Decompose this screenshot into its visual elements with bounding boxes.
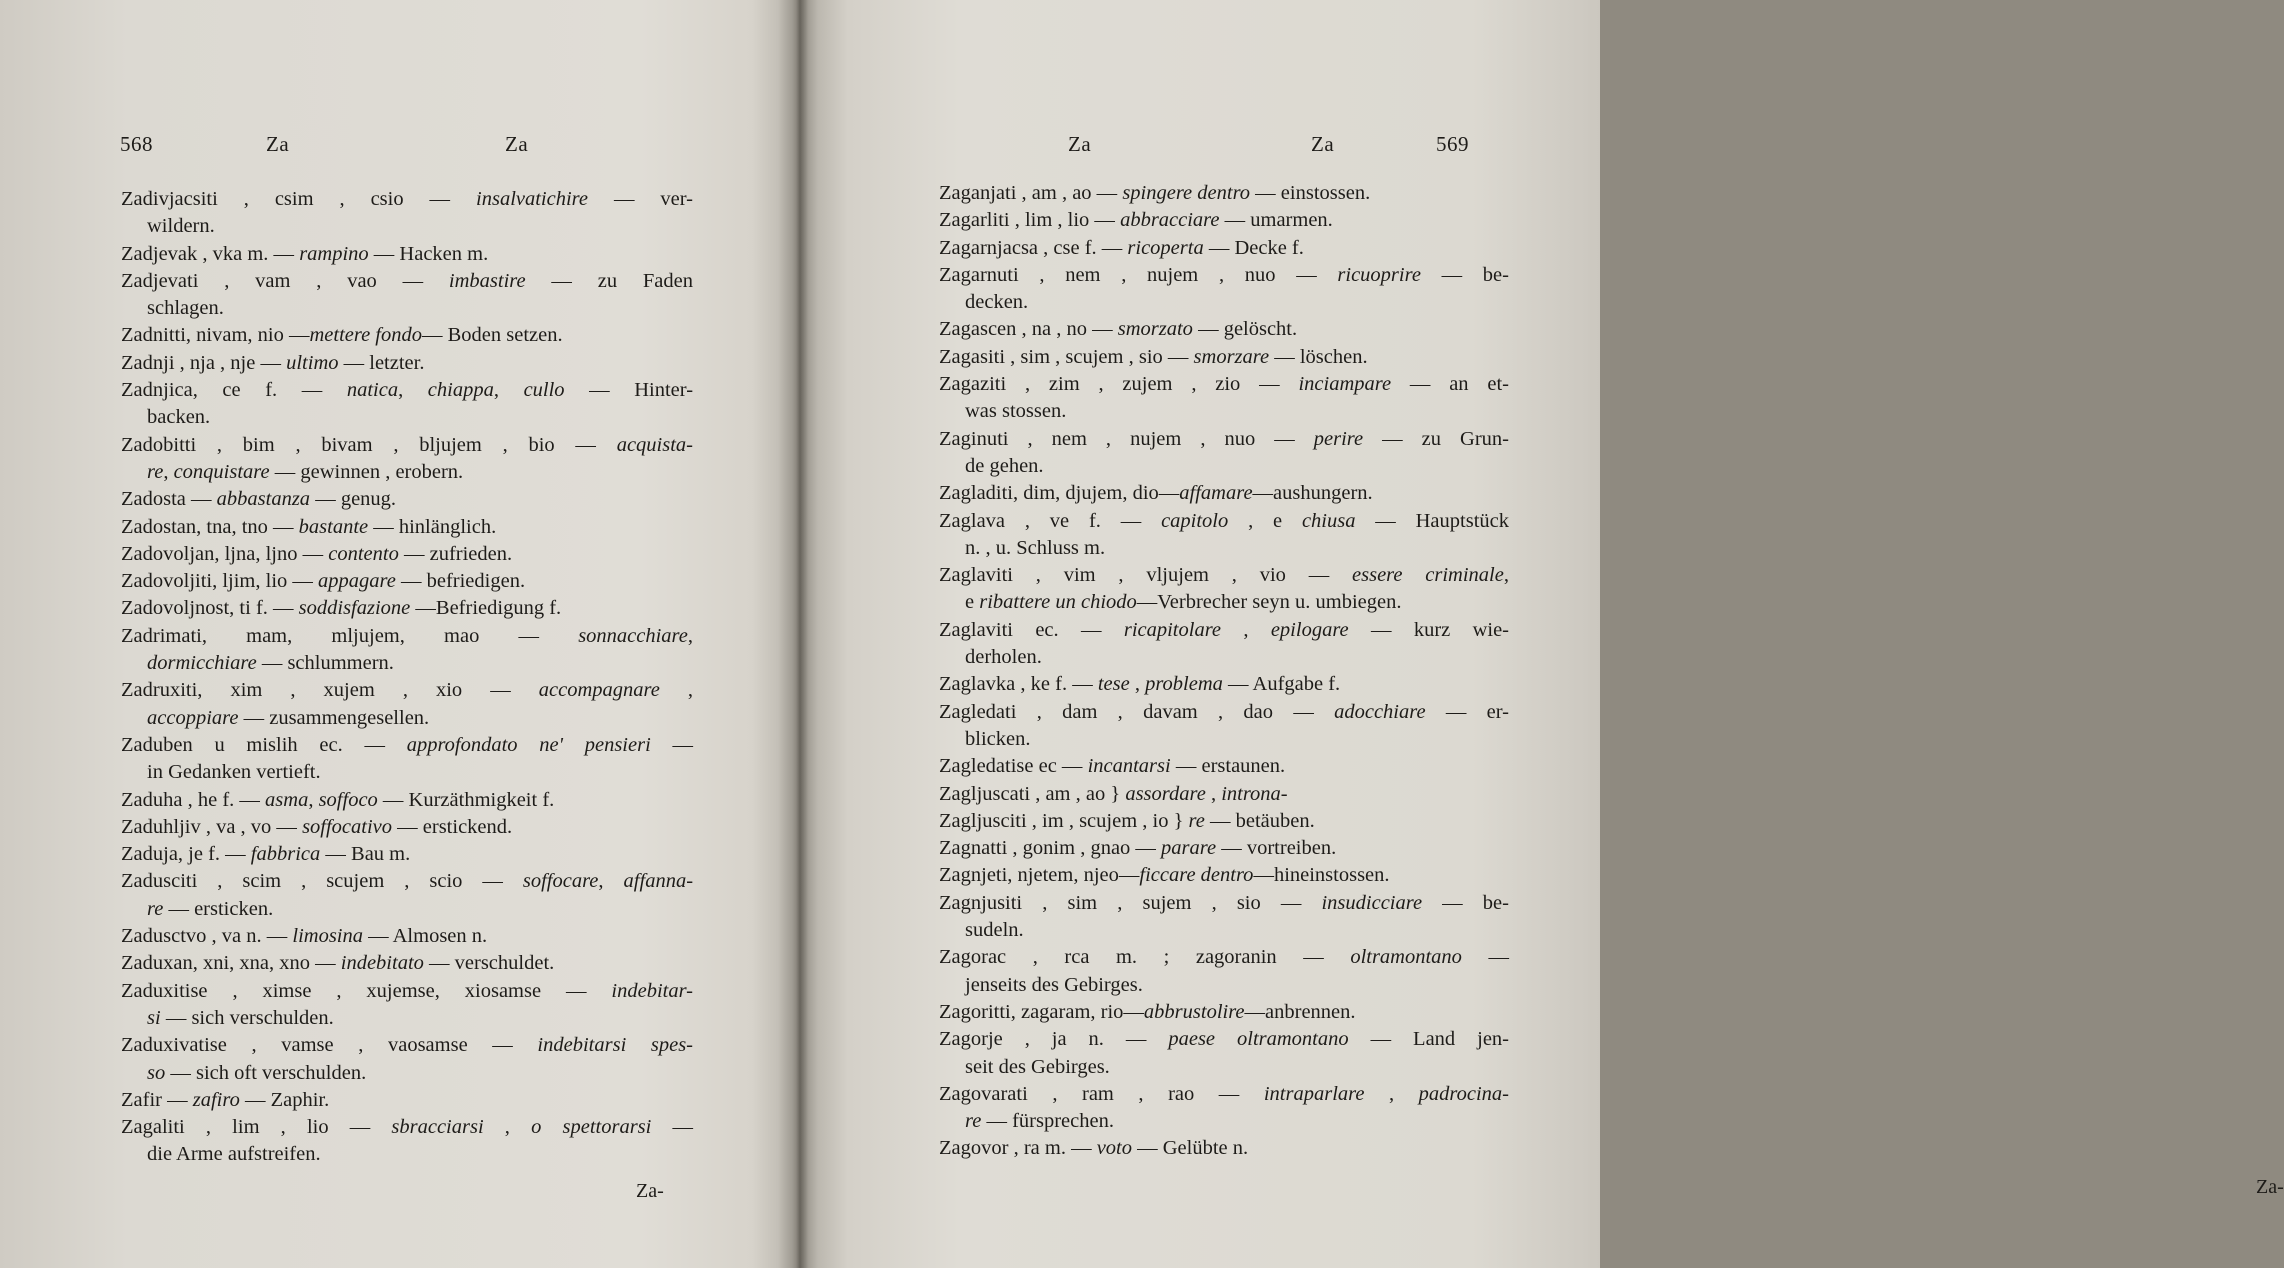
entry-text: — Bau m.	[320, 843, 411, 866]
entry-text: sudeln.	[965, 919, 1024, 942]
entry-text: was stossen.	[965, 400, 1067, 423]
entry-line	[121, 322, 693, 349]
entry-text: — ver-	[588, 188, 694, 210]
italian-gloss: soddisfazione	[298, 597, 411, 620]
entry-text: Zagnatti , gonim , gnao —	[939, 837, 1162, 860]
entry-text: Zaglaviti , vim , vljujem , vio —	[939, 564, 1353, 587]
entry-line	[939, 371, 1509, 398]
entry-text: Zagladiti, dim, djujem, dio—	[939, 482, 1180, 505]
entry-text: — betäuben.	[1204, 809, 1315, 832]
entry-line	[121, 650, 693, 677]
italian-gloss: smorzare	[1193, 345, 1270, 368]
entry-line	[121, 1087, 693, 1114]
entry-text: ,	[163, 460, 174, 483]
entry-text: — Hinter-	[564, 379, 694, 402]
italian-gloss: voto	[1096, 1137, 1132, 1160]
italian-gloss: soffocativo	[302, 815, 393, 838]
italian-gloss: ribattere un chiodo	[979, 591, 1137, 614]
entry-line	[121, 241, 693, 268]
catchword: Za-	[636, 1180, 664, 1202]
entry-text: Zaglaviti ec. —	[939, 618, 1124, 641]
entry-text: Zagljuscati , am , ao }	[939, 782, 1126, 805]
entry-text: — Aufgabe f.	[1222, 673, 1341, 696]
entry-text: derholen.	[965, 646, 1042, 669]
entry-text: ,	[1364, 1082, 1419, 1105]
entry-text: ,	[598, 870, 624, 893]
italian-gloss: spingere dentro	[1122, 182, 1251, 204]
italian-gloss: affanna-	[623, 870, 694, 893]
entry-line	[121, 1141, 693, 1168]
italian-gloss: ricapitolare	[1123, 618, 1222, 641]
italian-gloss: ricoperta	[1127, 236, 1204, 259]
entry-line	[939, 316, 1509, 343]
italian-gloss: problema	[1145, 673, 1223, 696]
entry-line	[121, 896, 693, 923]
entry-text: schlagen.	[147, 297, 224, 320]
entry-text: Zaduxivatise , vamse , vaosamse —	[121, 1034, 538, 1057]
entry-text: — zusammengesellen.	[238, 706, 430, 729]
entry-text: — sich verschulden.	[160, 1006, 334, 1029]
italian-gloss: indebitar-	[611, 979, 693, 1002]
entry-text: die Arme aufstreifen.	[147, 1143, 321, 1166]
entry-line	[939, 1054, 1509, 1081]
entry-text: Zaduxan, xni, xna, xno —	[121, 952, 341, 975]
entry-line	[121, 950, 693, 977]
entry-text: Zadostan, tna, tno —	[121, 515, 299, 538]
entry-text: de gehen.	[965, 454, 1044, 477]
entry-text: —anbrennen.	[1244, 1000, 1356, 1023]
entry-text: — erstickend.	[392, 815, 513, 838]
italian-gloss: si	[147, 1006, 161, 1029]
entry-text: Zadobitti , bim , bivam , bljujem , bio —	[121, 433, 617, 456]
entry-line	[939, 944, 1509, 971]
entry-line	[939, 835, 1509, 862]
entry-line	[939, 917, 1509, 944]
entry-text: — an et-	[1391, 373, 1509, 396]
entry-line	[121, 295, 693, 322]
entry-text: Zaduha , he f. —	[121, 788, 266, 811]
entry-text: — er-	[1425, 700, 1509, 723]
italian-gloss: padrocina-	[1418, 1082, 1510, 1105]
entry-line	[121, 1114, 693, 1141]
italian-gloss: soffocare	[522, 870, 599, 893]
entry-text: Zafir —	[121, 1088, 193, 1111]
entry-line	[121, 350, 693, 377]
entry-text: Zagnjeti, njetem, njeo—	[939, 864, 1140, 887]
entry-text: — sich oft verschulden.	[165, 1061, 367, 1084]
italian-gloss: limosina	[292, 925, 363, 948]
entry-line	[939, 781, 1509, 808]
entry-text: Zagarnuti , nem , nujem , nuo —	[939, 263, 1338, 286]
italian-gloss: rampino	[299, 242, 369, 265]
italian-gloss: soffoco	[318, 788, 378, 811]
entry-text: Zadusctvo , va n. —	[121, 925, 293, 948]
entry-line	[121, 1005, 693, 1032]
entry-text: Zagaziti , zim , zujem , zio —	[939, 373, 1299, 396]
italian-gloss: ricuoprire	[1337, 263, 1421, 286]
entry-line	[121, 923, 693, 950]
italian-gloss: approfondato ne' pensieri	[406, 733, 651, 756]
italian-gloss: imbastire	[448, 269, 526, 292]
entry-line	[939, 508, 1509, 535]
italian-gloss: essere criminale	[1352, 564, 1504, 587]
entry-text: Zagarnjacsa , cse f. —	[939, 236, 1128, 259]
entry-line	[939, 753, 1509, 780]
entry-text: — be-	[1420, 263, 1509, 286]
entry-line	[121, 978, 693, 1005]
italian-gloss: tese	[1097, 673, 1130, 696]
entry-line	[939, 289, 1509, 316]
italian-gloss: re	[147, 460, 164, 483]
entry-text: Zagasiti , sim , scujem , sio —	[939, 345, 1194, 368]
entry-text: ,	[1503, 564, 1509, 587]
entry-text: — zu Grun-	[1363, 427, 1509, 450]
entry-text: ,	[398, 379, 428, 402]
italian-gloss: chiusa	[1301, 509, 1356, 532]
entry-text: Zadusciti , scim , scujem , scio —	[121, 870, 523, 893]
entry-text: ,	[659, 679, 693, 702]
entry-text: — Land jen-	[1348, 1028, 1510, 1051]
italian-gloss: mettere fondo	[309, 324, 422, 347]
entry-line	[121, 213, 693, 240]
entry-line	[121, 1060, 693, 1087]
entry-text: —Befriedigung f.	[410, 597, 562, 620]
right-page	[796, 0, 2284, 1268]
entry-text: Zadovoljnost, ti f. —	[121, 597, 299, 620]
entry-text: Zaginuti , nem , nujem , nuo —	[939, 427, 1314, 450]
entry-text: — löschen.	[1269, 345, 1368, 368]
entry-text: in Gedanken vertieft.	[147, 761, 321, 784]
entry-line	[939, 862, 1509, 889]
entry-line	[121, 677, 693, 704]
entry-text: Zadjevak , vka m. —	[121, 242, 300, 265]
italian-gloss: so	[147, 1061, 166, 1084]
italian-gloss: zafiro	[192, 1088, 240, 1111]
entry-line	[939, 999, 1509, 1026]
italian-gloss: asma	[265, 788, 309, 811]
entry-text: — einstossen.	[1250, 182, 1371, 204]
entry-text: jenseits des Gebirges.	[965, 973, 1143, 996]
entry-text: Zagaliti , lim , lio —	[121, 1116, 392, 1139]
italian-gloss: bastante	[298, 515, 369, 538]
entry-text: blicken.	[965, 727, 1031, 750]
italian-gloss: appagare	[318, 570, 396, 593]
dictionary-entries	[939, 180, 1509, 1163]
entry-line	[121, 541, 693, 568]
italian-gloss: acquista-	[616, 433, 693, 456]
entry-line	[939, 617, 1509, 644]
entry-text: —	[651, 1116, 693, 1139]
dictionary-entries	[121, 186, 693, 1169]
page-number: 569	[1436, 132, 1469, 156]
entry-line	[939, 1026, 1509, 1053]
entry-text: — Gelübte n.	[1132, 1137, 1249, 1160]
entry-text: Zadovoljan, ljna, ljno —	[121, 542, 329, 565]
italian-gloss: incantarsi	[1087, 755, 1171, 778]
entry-line	[939, 235, 1509, 262]
entry-line	[939, 589, 1509, 616]
entry-text: Zadnji , nja , nje —	[121, 351, 287, 374]
italian-gloss: cullo	[523, 379, 565, 402]
entry-line	[939, 180, 1509, 207]
entry-text: Zagorje , ja n. —	[939, 1028, 1169, 1051]
entry-text: ,	[1205, 782, 1222, 805]
entry-line	[939, 726, 1509, 753]
entry-text: — erstaunen.	[1170, 755, 1286, 778]
entry-line	[121, 759, 693, 786]
entry-text: — gelöscht.	[1192, 318, 1298, 341]
entry-line	[939, 535, 1509, 562]
entry-text: Zaduhljiv , va , vo —	[121, 815, 303, 838]
entry-text: Zagoritti, zagaram, rio—	[939, 1000, 1144, 1023]
entry-line	[121, 868, 693, 895]
italian-gloss: o spettorarsi	[531, 1116, 652, 1139]
italian-gloss: abbracciare	[1120, 209, 1220, 232]
entry-line	[121, 432, 693, 459]
italian-gloss: abbastanza	[216, 488, 311, 511]
entry-text: ,	[687, 624, 693, 647]
entry-text: Zaglava , ve f. —	[939, 509, 1162, 532]
entry-text: — genug.	[310, 488, 397, 511]
entry-text: Zagljusciti , im , scujem , io }	[939, 809, 1189, 832]
entry-line	[939, 1135, 1509, 1162]
italian-gloss: ficcare dentro	[1139, 864, 1254, 887]
running-head-left	[120, 132, 540, 162]
entry-text: — ersticken.	[163, 897, 274, 920]
entry-text: —hineinstossen.	[1253, 864, 1390, 887]
italian-gloss: re	[147, 897, 164, 920]
italian-gloss: parare	[1161, 837, 1217, 860]
entry-line	[121, 568, 693, 595]
entry-text: Zaduja, je f. —	[121, 843, 251, 866]
italian-gloss: intraparlare	[1263, 1082, 1365, 1105]
entry-line	[939, 671, 1509, 698]
entry-text: n. , u. Schluss m.	[965, 536, 1106, 559]
entry-text: — Hauptstück	[1355, 509, 1509, 532]
italian-gloss: paese oltramontano	[1168, 1028, 1349, 1051]
entry-text: Zadnjica, ce f. —	[121, 379, 347, 402]
entry-line	[939, 398, 1509, 425]
italian-gloss: contento	[328, 542, 399, 565]
entry-line	[939, 562, 1509, 589]
entry-text: Zadjevati , vam , vao —	[121, 269, 449, 292]
page-number: 568	[120, 132, 153, 156]
italian-gloss: insalvatichire	[476, 188, 588, 210]
entry-line	[939, 1108, 1509, 1135]
entry-text: — umarmen.	[1219, 209, 1333, 232]
entry-line	[939, 972, 1509, 999]
entry-text: — kurz wie-	[1348, 618, 1509, 641]
running-head-word: Za	[1068, 132, 1092, 156]
entry-line	[939, 207, 1509, 234]
entry-line	[121, 623, 693, 650]
entry-text: Zagorac , rca m. ; zagoranin —	[939, 946, 1351, 969]
entry-line	[121, 186, 693, 213]
entry-text: — gewinnen , erobern.	[269, 460, 464, 483]
italian-gloss: re	[1188, 809, 1205, 832]
entry-line	[121, 514, 693, 541]
entry-line	[939, 344, 1509, 371]
entry-line	[121, 486, 693, 513]
entry-text: — Boden setzen.	[422, 324, 563, 347]
entry-text: — letzter.	[338, 351, 425, 374]
entry-line	[939, 453, 1509, 480]
entry-text: Zaganjati , am , ao —	[939, 182, 1123, 204]
entry-text: — Almosen n.	[363, 925, 488, 948]
italian-gloss: insudicciare	[1321, 891, 1423, 914]
entry-text: —	[1461, 946, 1509, 969]
entry-text: , e	[1228, 509, 1302, 532]
entry-text: — Hacken m.	[368, 242, 489, 265]
entry-text: ,	[483, 1116, 532, 1139]
entry-line	[939, 644, 1509, 671]
entry-text: e	[965, 591, 980, 614]
italian-gloss: adocchiare	[1334, 700, 1426, 723]
catchword: Za-	[2256, 1176, 2284, 1198]
entry-text: Zadovoljiti, ljim, lio —	[121, 570, 319, 593]
entry-line	[939, 699, 1509, 726]
italian-gloss: sbracciarsi	[391, 1116, 484, 1139]
entry-line	[121, 787, 693, 814]
italian-gloss: conquistare	[173, 460, 270, 483]
italian-gloss: inciampare	[1298, 373, 1392, 396]
running-head-word: Za	[266, 132, 290, 156]
entry-text: — vortreiben.	[1216, 837, 1337, 860]
entry-text: Zadnitti, nivam, nio —	[121, 324, 310, 347]
entry-text: — Decke f.	[1203, 236, 1304, 259]
entry-text: Zaduxitise , ximse , xujemse, xiosamse —	[121, 979, 612, 1002]
entry-text: Zadrimati, mam, mljujem, mao —	[121, 624, 579, 647]
entry-text: — hinlänglich.	[368, 515, 497, 538]
entry-text: ,	[1221, 618, 1271, 641]
entry-line	[939, 808, 1509, 835]
entry-line	[939, 480, 1509, 507]
italian-gloss: epilogare	[1270, 618, 1349, 641]
running-head-word: Za	[505, 132, 529, 156]
entry-line	[121, 705, 693, 732]
italian-gloss: re	[965, 1110, 982, 1133]
entry-text: Zaduben u mislih ec. —	[121, 733, 407, 756]
entry-text: —Verbrecher seyn u. umbiegen.	[1136, 591, 1402, 614]
entry-text: Zagovor , ra m. —	[939, 1137, 1097, 1160]
italian-gloss: assordare	[1125, 782, 1206, 805]
entry-text: Zadruxiti, xim , xujem , xio —	[121, 679, 539, 702]
entry-text: seit des Gebirges.	[965, 1055, 1110, 1078]
entry-text: decken.	[965, 291, 1029, 314]
italian-gloss: perire	[1313, 427, 1364, 450]
entry-text: — zu Faden	[525, 269, 693, 292]
entry-text: —aushungern.	[1252, 482, 1373, 505]
entry-text: wildern.	[147, 215, 215, 238]
entry-text: Zagarliti , lim , lio —	[939, 209, 1121, 232]
italian-gloss: abbrustolire	[1143, 1000, 1245, 1023]
entry-line	[939, 1081, 1509, 1108]
entry-text: — schlummern.	[256, 652, 394, 675]
entry-text: — zufrieden.	[398, 542, 513, 565]
italian-gloss: chiappa	[427, 379, 494, 402]
entry-text: — befriedigen.	[395, 570, 526, 593]
entry-text: — fürsprechen.	[981, 1110, 1114, 1133]
running-head-word: Za	[1311, 132, 1335, 156]
entry-line	[939, 890, 1509, 917]
italian-gloss: ultimo	[286, 351, 339, 374]
entry-text: backen.	[147, 406, 211, 429]
entry-line	[121, 814, 693, 841]
italian-gloss: dormicchiare	[147, 652, 257, 675]
italian-gloss: indebitato	[340, 952, 424, 975]
entry-text: Zadivjacsiti , csim , csio —	[121, 188, 477, 210]
entry-line	[939, 262, 1509, 289]
entry-text: Zaglavka , ke f. —	[939, 673, 1098, 696]
entry-line	[121, 268, 693, 295]
italian-gloss: sonnacchiare	[578, 624, 688, 647]
italian-gloss: fabbrica	[250, 843, 321, 866]
running-head-right	[1068, 132, 1488, 162]
entry-text: — verschuldet.	[423, 952, 555, 975]
entry-line	[121, 595, 693, 622]
entry-text: — Zaphir.	[239, 1088, 330, 1111]
entry-text: Zagledatise ec —	[939, 755, 1088, 778]
entry-line	[939, 426, 1509, 453]
italian-gloss: natica	[346, 379, 399, 402]
italian-gloss: introna-	[1221, 782, 1288, 805]
entry-text: Zadosta —	[121, 488, 217, 511]
italian-gloss: affamare	[1179, 482, 1253, 505]
entry-line	[121, 732, 693, 759]
entry-text: — Kurzäthmigkeit f.	[377, 788, 555, 811]
entry-line	[121, 459, 693, 486]
entry-text: Zagovarati , ram , rao —	[939, 1082, 1264, 1105]
italian-gloss: accoppiare	[147, 706, 239, 729]
entry-text: Zagascen , na , no —	[939, 318, 1118, 341]
entry-text: Zagnjusiti , sim , sujem , sio —	[939, 891, 1322, 914]
entry-text: — be-	[1422, 891, 1509, 914]
entry-text: ,	[493, 379, 524, 402]
entry-text: —	[650, 733, 694, 756]
entry-line	[121, 841, 693, 868]
italian-gloss: indebitarsi spes-	[537, 1034, 694, 1057]
entry-line	[121, 1032, 693, 1059]
entry-line	[121, 377, 693, 404]
entry-text: Zagledati , dam , davam , dao —	[939, 700, 1335, 723]
entry-text: ,	[1129, 673, 1146, 696]
italian-gloss: oltramontano	[1350, 946, 1462, 969]
italian-gloss: capitolo	[1161, 509, 1229, 532]
entry-text: ,	[308, 788, 319, 811]
italian-gloss: smorzato	[1117, 318, 1193, 341]
italian-gloss: accompagnare	[538, 679, 660, 702]
entry-line	[121, 404, 693, 431]
left-page	[0, 0, 790, 1268]
